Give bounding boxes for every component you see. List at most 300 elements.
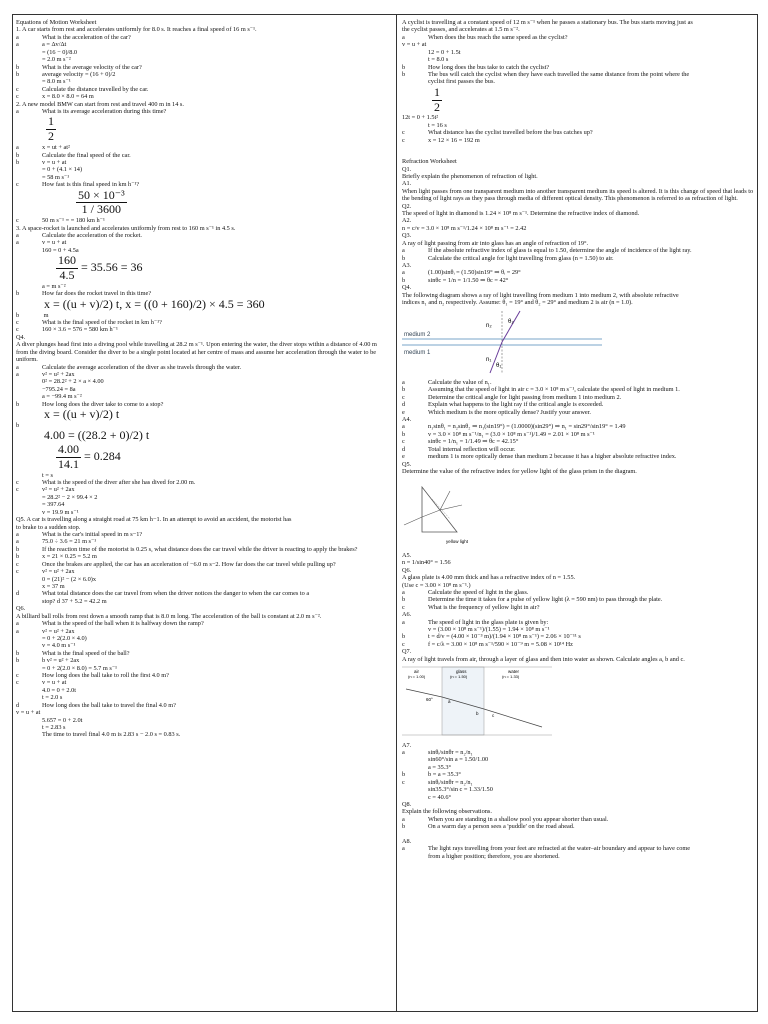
item-marker: a [402, 33, 405, 41]
text-line [16, 386, 390, 393]
text-line [16, 583, 390, 590]
line-text: Q2. [402, 202, 412, 210]
item-marker: b [402, 254, 406, 262]
item-text: How long does the ball take to travel the final 4.0 m? [42, 701, 176, 709]
item-text: On a warm day a person sees a 'puddle' on the road ahead. [428, 823, 575, 831]
text-line [402, 794, 754, 801]
text-line [16, 159, 390, 166]
item-text: c = 40.6° [428, 793, 452, 801]
yellow-light-label: yellow light [446, 539, 469, 545]
text-line [16, 108, 390, 115]
item-text: a = −99.4 m s⁻² [42, 393, 82, 401]
item-marker: a [16, 538, 19, 546]
item-marker: a [402, 749, 405, 757]
text-line [402, 41, 754, 48]
item-text: Calculate the final speed of the car. [42, 151, 131, 159]
item-text: If the absolute refractive index of glass is equal to 1.50, determine the angle of incidence of the light ray. [428, 247, 692, 255]
text-line [16, 93, 390, 100]
item-text: Calculate the speed of light in the glass. [428, 588, 529, 596]
item-text: What is the frequency of yellow light in air? [428, 603, 540, 611]
text-line [16, 334, 390, 341]
line-text: v = u + at [16, 709, 41, 717]
text-line [402, 49, 754, 56]
text-line [402, 262, 754, 269]
item-text: What total distance does the car travel from when the driver notices the danger to when the car comes to a [42, 590, 310, 598]
item-text: 0 = (21)² − (2 × 6.0)x [42, 575, 96, 583]
item-marker: b [16, 158, 20, 166]
text-line [402, 86, 754, 115]
item-marker: b [16, 657, 20, 665]
item-text: t = 2.0 s [42, 694, 63, 702]
text-line [402, 180, 754, 187]
item-text: a = Δv/Δt [42, 41, 67, 49]
text-line [16, 41, 390, 48]
refraction-diagram [402, 309, 602, 375]
line-text: The speed of light in diamond is 1.24 × 10⁸ m s⁻¹. Determine the refractive index of diamond. [402, 210, 640, 218]
layers-figure [402, 665, 754, 739]
text-line [16, 516, 390, 523]
text-line [402, 210, 754, 217]
line-text: Refraction Worksheet [402, 158, 457, 166]
text-line [402, 173, 754, 180]
item-text: v = 4.0 m s⁻¹ [42, 642, 76, 650]
text-line [402, 277, 754, 284]
line-text: Q5. A car is travelling along a straight road at 75 km h−1. In an attempt to avoid an accident, the motorist has [16, 516, 292, 524]
fraction [432, 86, 442, 115]
theta2-label: θ₂ [508, 318, 514, 325]
item-text: What is its average acceleration during this time? [42, 108, 167, 116]
glass-index: (n = 1.50) [450, 674, 468, 680]
numerator: 160 [58, 254, 76, 268]
text-line [16, 568, 390, 575]
equation: x = ((u + v)/2) t, x = ((0 + 160)/2) × 4.5 = 360 [44, 297, 265, 311]
item-text: x = 8.0 × 8.0 = 64 m [42, 93, 94, 101]
text-line [402, 786, 754, 793]
item-text: a = 35.3° [428, 763, 452, 771]
item-text: sinθᵢ/sinθr = n₂/n₁ [428, 749, 473, 757]
text-line [16, 472, 390, 479]
line-text: Q4. [16, 333, 26, 341]
text-line [16, 290, 390, 297]
item-text: stop? d 37 + 5.2 = 42.2 m [42, 597, 107, 605]
item-text: Once the brakes are applied, the car has an acceleration of −6.0 m s−2. How far does the car travel while pulling up? [42, 560, 336, 568]
item-marker: c [16, 486, 19, 494]
item-marker: b [402, 633, 406, 641]
item-marker: a [16, 41, 19, 49]
item-text: 5.657 = 0 + 2.0t [42, 716, 83, 724]
n2-label: n₂ [486, 322, 492, 329]
text-line [16, 509, 390, 516]
medium2-label: medium 2 [404, 331, 431, 338]
line-text: n = 1/sin40° = 1.56 [402, 559, 451, 567]
text-line [402, 838, 754, 845]
text-line [402, 446, 754, 453]
text-line [16, 687, 390, 694]
angle-60-label: 60° [426, 697, 433, 703]
text-line [16, 635, 390, 642]
text-line [402, 453, 754, 460]
item-text: Total internal reflection will occur. [428, 445, 516, 453]
item-marker: b [402, 430, 406, 438]
item-text: = 0 + 2(2.0 × 8.0) = 5.7 m s⁻¹ [42, 664, 118, 672]
text-line [402, 416, 754, 423]
spacer [402, 151, 754, 158]
item-marker: d [402, 445, 406, 453]
item-marker: c [16, 217, 19, 225]
item-marker: b [16, 70, 20, 78]
text-line [16, 628, 390, 635]
text-line [402, 559, 754, 566]
text-line [402, 468, 754, 475]
item-text: v = u + at [42, 679, 67, 687]
text-line [16, 408, 390, 422]
item-text: n₁sinθ₁ = n₂sinθ₂ ⇒ n₁(sin19°) = (1.0000)(sin29°) ⇒ n₁ = sin29°/sin19° = 1.49 [428, 423, 626, 431]
text-line [402, 589, 754, 596]
text-line [402, 423, 754, 430]
item-marker: a [402, 815, 405, 823]
text-line [16, 78, 390, 85]
text-line [16, 731, 390, 738]
prism-diagram [402, 477, 492, 547]
denominator: 2 [48, 129, 54, 144]
text-line [16, 401, 390, 408]
item-marker: c [16, 85, 19, 93]
text-line [16, 152, 390, 159]
item-text: The speed of light in the glass plate is given by: [428, 618, 549, 626]
text-line [402, 386, 754, 393]
item-text: How long does the ball take to roll the first 4.0 m? [42, 672, 169, 680]
equation: x = ((u + v)/2) t [44, 408, 120, 422]
line-text: n = c/v = 3.0 × 10⁸ m s⁻¹/1.24 × 10⁸ m s⁻¹ = 2.42 [402, 224, 527, 232]
line-text: Q8. [402, 800, 412, 808]
item-text: How long does the bus take to catch the cyclist? [428, 63, 550, 71]
item-marker: c [402, 136, 405, 144]
text-line [16, 650, 390, 657]
text-line [402, 431, 754, 438]
item-text: When you are standing in a shallow pool you appear shorter than usual. [428, 815, 609, 823]
text-line [16, 19, 390, 26]
text-line [16, 531, 390, 538]
text-line [402, 742, 754, 749]
paragraph: When light passes from one transparent medium into another transparent medium its speed is altered. It is this change of speed that leads to the bending of light rays as they pass through media of different optical density. This phenomenon is referred to as refraction of light. [402, 187, 754, 203]
item-text: 4.0 = 0 + 2.0t [42, 686, 77, 694]
line-text: The following diagram shows a ray of light travelling from medium 1 into medium 2, with absolute refractive [402, 291, 679, 299]
item-text: v² = u² + 2ax [42, 486, 75, 494]
item-text: from a higher position; therefore, you are shortened. [428, 852, 560, 860]
item-text: cyclist first passes the bus. [428, 78, 495, 86]
item-text: 160 = 0 + 4.5a [42, 246, 79, 254]
left-column [16, 19, 390, 1007]
text-line [16, 239, 390, 246]
item-text: v = u + at [42, 158, 67, 166]
text-line [402, 129, 754, 136]
numerator: 4.00 [58, 443, 79, 457]
item-text: t = 2.83 s [42, 723, 66, 731]
item-text: 50 m s⁻¹ = = 180 km h⁻¹ [42, 217, 105, 225]
line-text: to brake to a sudden stop. [16, 523, 81, 531]
text-line [16, 312, 390, 319]
fraction [76, 189, 127, 218]
item-text: Calculate the acceleration of the rocket. [42, 232, 142, 240]
line-text: (Use c = 3.00 × 10⁸ m s⁻¹.) [402, 581, 471, 589]
text-line [402, 401, 754, 408]
item-marker: a [16, 627, 19, 635]
item-text: What is the speed of the ball when it is halfway down the ramp? [42, 620, 204, 628]
text-line [16, 546, 390, 553]
line-text: A4. [402, 416, 412, 424]
item-text: x = 12 × 16 = 192 m [428, 136, 480, 144]
item-text: Calculate the value of n₁. [428, 378, 492, 386]
item-text: = 8.0 m s⁻¹ [42, 78, 71, 86]
item-text: What is the final speed of the ball? [42, 649, 130, 657]
item-marker: c [16, 93, 19, 101]
text-line [402, 255, 754, 262]
item-marker: c [16, 672, 19, 680]
text-line [16, 422, 390, 429]
text-line [16, 576, 390, 583]
item-text: = 58 m s⁻¹ [42, 173, 70, 181]
item-text: Assuming that the speed of light in air c = 3.0 × 10⁸ m s⁻¹, calculate the speed of light in medium 1. [428, 386, 680, 394]
item-marker: d [402, 401, 406, 409]
item-text: sinθc = 1/n₁ = 1/1.49 ⇒ θc = 42.15° [428, 438, 519, 446]
text-line [402, 269, 754, 276]
line-text: A8. [402, 837, 412, 845]
text-line [402, 379, 754, 386]
item-marker: a [16, 108, 19, 116]
item-marker: b [402, 70, 406, 78]
line-text: A ray of light passing from air into glass has an angle of refraction of 19°. [402, 239, 589, 247]
text-line [16, 709, 390, 716]
item-marker: b [16, 545, 20, 553]
text-line [16, 486, 390, 493]
item-marker: a [16, 33, 19, 41]
text-line [16, 364, 390, 371]
text-line [402, 749, 754, 756]
item-marker: b [16, 290, 20, 298]
item-text: v² = u² + 2ax [42, 568, 75, 576]
text-line [16, 115, 390, 144]
denominator: 14.1 [58, 456, 79, 471]
item-marker: b [16, 151, 20, 159]
item-text: v = 19.9 m s⁻¹ [42, 508, 79, 516]
item-text: The time to travel final 4.0 m is 2.83 s − 2.0 s = 0.83 s. [42, 731, 181, 739]
item-marker: b [16, 400, 20, 408]
item-text: m [42, 311, 49, 319]
text-line [16, 189, 390, 218]
item-marker: c [402, 129, 405, 137]
item-marker: c [402, 603, 405, 611]
item-text: v = (3.00 × 10⁸ m s⁻¹)/(1.55) = 1.94 × 10⁸ m s⁻¹ [428, 626, 550, 634]
text-line [402, 26, 754, 33]
numerator: 50 × 10⁻³ [78, 188, 125, 202]
text-line [402, 552, 754, 559]
text-line [402, 764, 754, 771]
fraction [56, 254, 78, 283]
item-marker: c [402, 393, 405, 401]
item-marker: a [402, 845, 405, 853]
text-line [402, 567, 754, 574]
text-line [16, 479, 390, 486]
text-line [402, 225, 754, 232]
text-line [16, 642, 390, 649]
text-line [16, 524, 390, 531]
text-line [402, 779, 754, 786]
item-text: v = u + at [42, 239, 67, 247]
text-line [16, 254, 390, 283]
right-column [402, 19, 754, 1007]
text-line [402, 114, 754, 121]
text-line [402, 284, 754, 291]
equation: 4.00 = ((28.2 + 0)/2) t [44, 429, 150, 443]
item-text: = 0 + (4.1 × 14) [42, 166, 83, 174]
text-line [402, 574, 754, 581]
text-line [16, 717, 390, 724]
line-text: Briefly explain the phenomenon of refraction of light. [402, 172, 538, 180]
text-line [16, 341, 390, 363]
text-line [16, 71, 390, 78]
text-line [16, 86, 390, 93]
text-line [16, 501, 390, 508]
text-line [402, 461, 754, 468]
text-line [402, 801, 754, 808]
text-line [402, 158, 754, 165]
line-text: Q6. [402, 566, 412, 574]
text-line [16, 26, 390, 33]
line-text: 12t = 0 + 1.5t² [402, 114, 439, 122]
item-text: t = d/v = (4.00 × 10⁻³ m)/(1.94 × 10⁸ m s⁻¹) = 2.06 × 10⁻¹¹ s [428, 633, 581, 641]
item-text: Determine the critical angle for light passing from medium 1 into medium 2. [428, 393, 622, 401]
glass-label: glass [456, 669, 467, 675]
angle-a-label: a [448, 699, 451, 705]
item-marker: a [402, 618, 405, 626]
result: = 35.56 = 36 [81, 260, 143, 275]
item-marker: a [16, 620, 19, 628]
result: = 0.284 [84, 449, 121, 464]
column-divider [396, 15, 397, 1011]
text-line [402, 619, 754, 626]
text-line [402, 247, 754, 254]
item-marker: b [402, 63, 406, 71]
item-text: = 2.0 m s⁻² [42, 56, 71, 64]
item-marker: b [402, 386, 406, 394]
item-text: What distance has the cyclist travelled before the bus catches up? [428, 129, 593, 137]
text-line [402, 188, 754, 203]
item-text: How far does the rocket travel in this time? [42, 290, 152, 298]
text-line [16, 538, 390, 545]
text-line [402, 648, 754, 655]
denominator: 4.5 [59, 268, 75, 283]
text-line [16, 232, 390, 239]
item-marker: a [16, 239, 19, 247]
item-text: How fast is this final speed in km h⁻¹? [42, 181, 140, 189]
text-line [402, 816, 754, 823]
line-text: A5. [402, 551, 412, 559]
line-text: A1. [402, 180, 412, 188]
item-text: v = 3.0 × 10⁸ m s⁻¹/n₁ = (3.0 × 10⁸ m s⁻¹)/1.49 = 2.01 × 10⁸ m s⁻¹ [428, 430, 595, 438]
item-text: x = ut + at² [42, 144, 70, 152]
line-text: A ray of light travels from air, through a layer of glass and then into water as shown. Calculate angles a, b and c. [402, 655, 685, 663]
text-line [402, 71, 754, 78]
text-line [16, 64, 390, 71]
item-marker: c [16, 479, 19, 487]
spacer [402, 831, 754, 838]
item-marker: a [16, 363, 19, 371]
text-line [16, 605, 390, 612]
text-line [402, 656, 754, 663]
spacer [402, 144, 754, 151]
text-line [402, 122, 754, 129]
item-text: How long does the diver take to come to a stop? [42, 400, 164, 408]
item-text: What is the car's initial speed in m s−1? [42, 531, 143, 539]
item-text: 160 × 3.6 = 576 = 580 km h⁻¹ [42, 326, 118, 334]
line-text: A7. [402, 741, 412, 749]
text-line [16, 665, 390, 672]
line-text: A glass plate is 4.00 mm thick and has a refractive index of n = 1.55. [402, 574, 576, 582]
item-marker: c [16, 568, 19, 576]
text-line [402, 240, 754, 247]
text-line [402, 232, 754, 239]
item-marker: a [402, 378, 405, 386]
text-line [16, 553, 390, 560]
item-text: What is the final speed of the rocket in km h⁻¹? [42, 318, 162, 326]
text-line [402, 438, 754, 445]
item-marker: c [16, 326, 19, 334]
item-text: The bus will catch the cyclist when they have each travelled the same distance from the point where the [428, 70, 690, 78]
line-text: A6. [402, 611, 412, 619]
item-text: (1.00)sinθᵢ = (1.50)sin19° ⇒ θᵢ = 29° [428, 269, 521, 277]
text-line [16, 657, 390, 664]
fraction [56, 443, 81, 472]
item-marker: c [402, 640, 405, 648]
text-line [402, 641, 754, 648]
fraction [46, 115, 56, 144]
text-line [16, 393, 390, 400]
text-line [402, 596, 754, 603]
item-marker: c [16, 318, 19, 326]
text-line [16, 724, 390, 731]
item-text: t = 8.0 s [428, 56, 449, 64]
item-text: v² = u² + 2ax [42, 627, 75, 635]
item-text: If the reaction time of the motorist is 0.25 s, what distance does the car travel while the driver is reacting to apply the brakes? [42, 545, 358, 553]
item-text: sinθᵢ/sinθr = n₂/n₁ [428, 778, 473, 786]
line-text: Q5. [402, 460, 412, 468]
item-text: What is the speed of the diver after she has dived for 2.00 m. [42, 479, 196, 487]
item-text: Calculate the critical angle for light travelling from glass (n = 1.50) to air. [428, 254, 614, 262]
text-line [402, 299, 754, 306]
layers-diagram [402, 665, 552, 737]
text-line [402, 394, 754, 401]
text-line [402, 771, 754, 778]
text-line [16, 144, 390, 151]
angle-b-label: b [476, 711, 479, 717]
text-line [402, 64, 754, 71]
item-text: x = 21 × 0.25 = 5.2 m [42, 553, 97, 561]
item-text: The light rays travelling from your feet are refracted at the water–air boundary and appear to have come [428, 845, 691, 853]
water-label: water [508, 669, 520, 675]
item-text: Which medium is the more optically dense? Justify your answer. [428, 408, 591, 416]
text-line [16, 672, 390, 679]
item-text: Calculate the distance travelled by the car. [42, 85, 149, 93]
text-line [16, 298, 390, 312]
item-text: x = 37 m [42, 582, 65, 590]
item-marker: b [402, 596, 406, 604]
item-marker: c [16, 181, 19, 189]
item-text: 75.0 ÷ 3.6 = 21 m s⁻¹ [42, 538, 97, 546]
line-text: A2. [402, 217, 412, 225]
paragraph: A billiard ball rolls from rest down a smooth ramp that is 8.0 m long. The acceleration of the ball is constant at 2.0 m s⁻². [16, 612, 322, 620]
item-marker: a [402, 247, 405, 255]
text-line [16, 429, 390, 443]
